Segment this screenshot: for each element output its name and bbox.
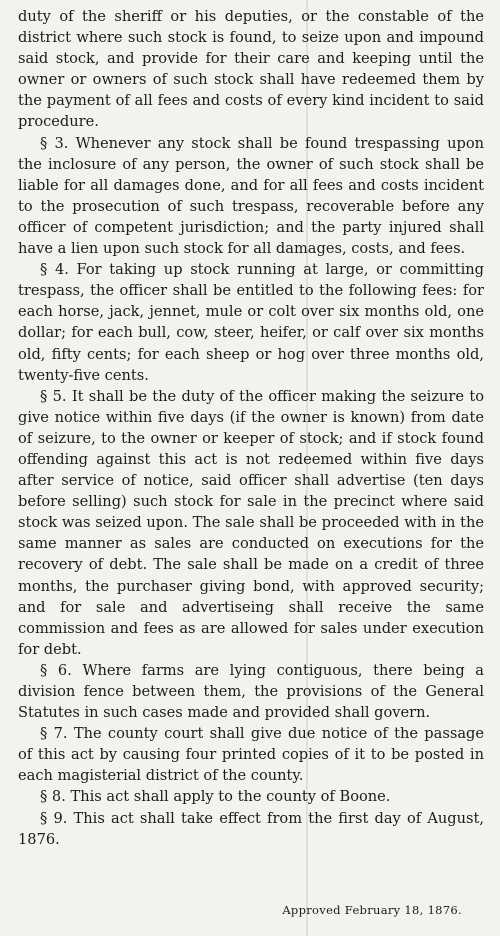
section-4: § 4. For taking up stock running at large, or committing trespass, the officer shall be entitled to the following fees: for each horse, jack, jennet, mule or colt over six months old, one dollar; for each bull, cow, steer, heifer, or calf over six months old, fifty cents; for each sheep or hog over three months old, twenty-five cents. — [18, 261, 484, 384]
section-3: § 3. Whenever any stock shall be found trespassing upon the inclosure of any person, the owner of such stock shall be liable for all damages done, and for all fees and costs incident to the prosecution of such trespass, recoverable before any officer of competent jurisdiction; and the party injured shall have a lien upon such stock for all damages, costs, and fees. — [18, 134, 484, 258]
section-8: § 8. This act shall apply to the county of Boone. — [40, 788, 391, 806]
document-body — [18, 6, 484, 850]
section-7: § 7. The county court shall give due notice of the passage of this act by causing four printed copies of it to be posted in each magisterial district of the county. — [18, 725, 484, 785]
section-9: § 9. This act shall take effect from the first day of August, 1876. — [18, 809, 484, 848]
section-6: § 6. Where farms are lying contiguous, there being a division fence between them, the provisions of the General Statutes in such cases made and provided shall govern. — [18, 661, 484, 722]
section-5: § 5. It shall be the duty of the officer making the seizure to give notice within five days (if the owner is known) from date of seizure, to the owner or keeper of stock; and if stock found offending against this act is not redeemed within five days after service of notice, said officer shall advertise (ten days before selling) such stock for sale in the precinct where said stock was seized upon. The sale shall be proceeded with in the same manner as sales are conducted on executions for the recovery of debt. The sale shall be made on a credit of three months, the purchaser giving bond, with approved security; and for sale and advertiseing shall receive the same commission and fees as are allowed for sales under execution for debt. — [18, 387, 484, 658]
paragraph-continuation: duty of the sheriff or his deputies, or the constable of the district where such stock is found, to seize upon and impound said stock, and provide for their care and keeping until the owner or owners of such stock shall have redeemed them by the payment of all fees and costs of every kind incident to said procedure. — [18, 8, 484, 131]
approval-date: Approved February 18, 1876. — [282, 903, 462, 917]
